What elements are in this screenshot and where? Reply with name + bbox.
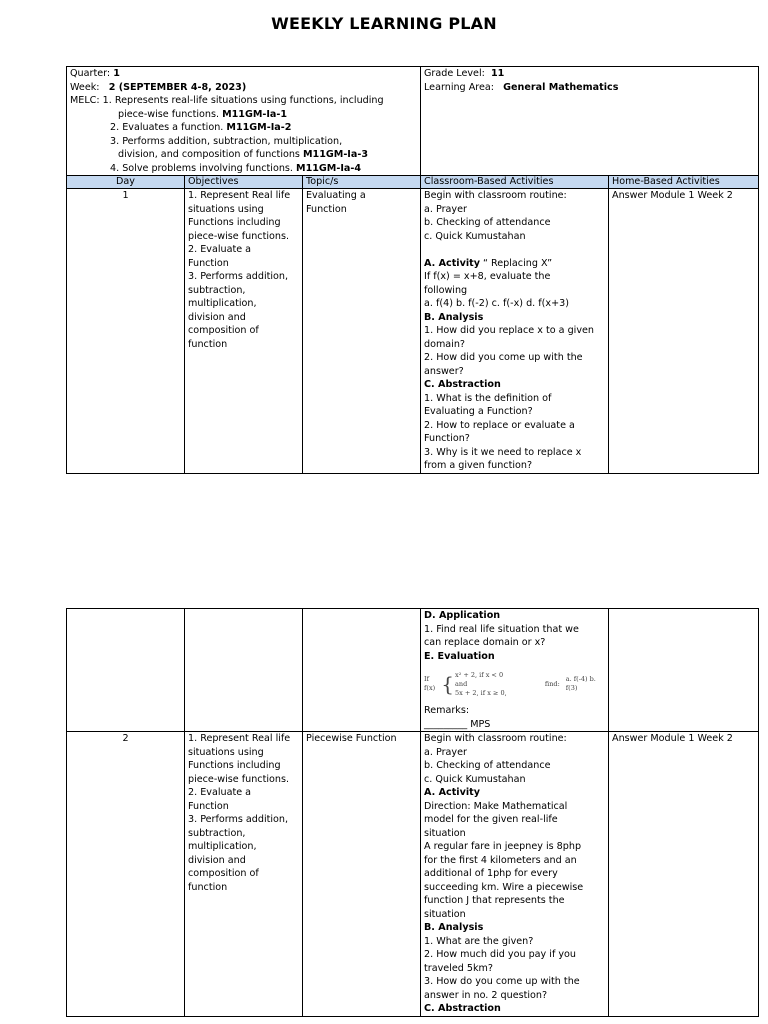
activity-line bbox=[424, 908, 605, 922]
week-label: Week: bbox=[70, 81, 100, 93]
objectives-cell bbox=[185, 732, 303, 1017]
activity-text: _________ MPS bbox=[424, 718, 491, 730]
activity-line bbox=[424, 405, 605, 419]
objective-line: situations using bbox=[188, 203, 264, 215]
week-line bbox=[70, 81, 417, 95]
activity-heading: A. Activity bbox=[424, 257, 480, 269]
activity-text: Evaluating a Function? bbox=[424, 406, 533, 417]
activity-text: for the first 4 kilometers and an bbox=[424, 854, 577, 866]
activity-text: situation bbox=[424, 908, 466, 920]
equation-cases: x² + 2, if x < 0 and 5x + 2, if x ≥ 0, bbox=[455, 670, 507, 697]
grade-value: 11 bbox=[490, 68, 505, 79]
objective-line: function bbox=[188, 338, 228, 350]
area-value: General Mathematics bbox=[503, 81, 619, 93]
day-cell: 2 bbox=[67, 732, 185, 1017]
objective-line: 1. Represent Real life bbox=[188, 190, 291, 201]
objective-line: 2. Evaluate a bbox=[188, 787, 252, 798]
home-cell-empty bbox=[609, 609, 759, 732]
activity-line bbox=[424, 419, 605, 433]
activity-line bbox=[424, 746, 605, 760]
activity-text: succeeding km. Wire a piecewise bbox=[424, 881, 584, 893]
activity-text: Direction: Make Mathematical bbox=[424, 800, 568, 812]
brace-icon: { bbox=[441, 672, 455, 696]
activity-line bbox=[424, 365, 605, 379]
objective-line: division and bbox=[188, 854, 246, 866]
activity-heading: C. Abstraction bbox=[424, 379, 501, 390]
activity-line bbox=[424, 867, 605, 881]
activity-text: following bbox=[424, 284, 468, 296]
objective-line: function bbox=[188, 881, 228, 893]
activity-text: c. Quick Kumustahan bbox=[424, 230, 526, 242]
activity-text: 2. How to replace or evaluate a bbox=[424, 419, 575, 431]
objectives-cell-empty bbox=[185, 609, 303, 732]
activity-text: 2. How much did you pay if you bbox=[424, 949, 577, 960]
activity-line bbox=[424, 759, 605, 773]
topic-cell-empty bbox=[303, 609, 421, 732]
activity-line bbox=[424, 827, 605, 841]
table-row-day-2 bbox=[67, 732, 759, 1017]
activity-line bbox=[424, 935, 605, 949]
classroom-cell bbox=[421, 732, 609, 1017]
activity-line bbox=[424, 854, 605, 868]
activity-text: a. Prayer bbox=[424, 203, 467, 215]
info-right-cell bbox=[421, 67, 759, 176]
activity-line bbox=[424, 257, 605, 271]
activity-text: domain? bbox=[424, 338, 466, 350]
table-row-day-1 bbox=[67, 189, 759, 474]
classroom-cell bbox=[421, 189, 609, 474]
header-day: Day bbox=[67, 176, 185, 189]
table-row-day-1-continued bbox=[67, 609, 759, 732]
objective-line: multiplication, bbox=[188, 298, 257, 309]
activity-line bbox=[424, 609, 605, 623]
learning-plan-table-2 bbox=[66, 608, 759, 1017]
day-cell: 1 bbox=[67, 189, 185, 474]
activity-line bbox=[424, 786, 605, 800]
activity-heading: B. Analysis bbox=[424, 922, 484, 933]
activity-line bbox=[424, 284, 605, 298]
activity-line bbox=[424, 975, 605, 989]
objective-line: Functions including bbox=[188, 217, 281, 228]
objective-line: subtraction, bbox=[188, 284, 246, 296]
activity-text: Function? bbox=[424, 433, 470, 444]
activity-text: 1. What is the definition of bbox=[424, 392, 552, 404]
activity-text: A regular fare in jeepney is 8php bbox=[424, 841, 582, 852]
activity-line bbox=[424, 894, 605, 908]
week-value: 2 (SEPTEMBER 4-8, 2023) bbox=[108, 81, 247, 93]
activity-text: function J that represents the bbox=[424, 895, 565, 906]
activity-line bbox=[424, 773, 605, 787]
activity-line bbox=[424, 311, 605, 325]
activity-text: b. Checking of attendance bbox=[424, 217, 551, 228]
activity-text: 3. Why is it we need to replace x bbox=[424, 446, 582, 458]
grade-label: Grade Level: bbox=[424, 68, 485, 79]
melc-line-6: 4. Solve problems involving functions. M11GM-Ia-4 bbox=[110, 162, 362, 174]
activity-line bbox=[424, 230, 605, 244]
info-row bbox=[67, 67, 759, 176]
home-cell: Answer Module 1 Week 2 bbox=[609, 732, 759, 1017]
remarks bbox=[424, 704, 605, 731]
header-classroom: Classroom-Based Activities bbox=[421, 176, 609, 189]
activity-line bbox=[424, 732, 605, 746]
activity-heading: D. Application bbox=[424, 610, 501, 621]
info-left-cell bbox=[67, 67, 421, 176]
activity-text: 1. How did you replace x to a given bbox=[424, 325, 595, 336]
activity-text: traveled 5km? bbox=[424, 962, 493, 974]
activity-line bbox=[424, 921, 605, 935]
activity-text: 3. How do you come up with the bbox=[424, 976, 580, 987]
activity-line bbox=[424, 718, 605, 732]
activity-line bbox=[424, 800, 605, 814]
activity-line bbox=[424, 840, 605, 854]
activity-line bbox=[424, 623, 605, 637]
activity-line bbox=[424, 989, 605, 1003]
activity-text: a. Prayer bbox=[424, 746, 467, 758]
activity-heading: E. Evaluation bbox=[424, 650, 495, 662]
activity-text: 1. Find real life situation that we bbox=[424, 623, 579, 635]
objective-line: 3. Performs addition, bbox=[188, 271, 289, 282]
objective-line: division and bbox=[188, 311, 246, 323]
objective-line: Functions including bbox=[188, 760, 281, 771]
activity-line bbox=[424, 1002, 605, 1016]
grade-line bbox=[424, 67, 755, 81]
quarter-value: 1 bbox=[113, 68, 120, 79]
activity-line bbox=[424, 351, 605, 365]
quarter-line bbox=[70, 67, 417, 81]
objective-line: subtraction, bbox=[188, 827, 246, 839]
objective-line: 1. Represent Real life bbox=[188, 733, 291, 744]
activity-line bbox=[424, 881, 605, 895]
activity-text: Begin with classroom routine: bbox=[424, 733, 567, 744]
activity-text: Remarks: bbox=[424, 705, 470, 716]
activity-line bbox=[424, 216, 605, 230]
activity-text: a. f(4) b. f(-2) c. f(-x) d. f(x+3) bbox=[424, 298, 569, 309]
activity-line bbox=[424, 636, 605, 650]
activity-line bbox=[424, 650, 605, 664]
area-line bbox=[424, 81, 755, 95]
activity-line bbox=[424, 324, 605, 338]
activity-text: additional of 1php for every bbox=[424, 868, 558, 879]
evaluation-equation-image: If f(x) { x² + 2, if x < 0 and 5x + 2, if x ≥ 0, find: a. f(-4) b. f(3) bbox=[424, 670, 596, 697]
activity-text: 1. What are the given? bbox=[424, 935, 534, 947]
activity-text: can replace domain or x? bbox=[424, 637, 546, 648]
activity-line bbox=[424, 392, 605, 406]
activity-text: c. Quick Kumustahan bbox=[424, 773, 526, 785]
activity-line bbox=[424, 432, 605, 446]
topic-cell: Piecewise Function bbox=[303, 732, 421, 1017]
activity-text: situation bbox=[424, 827, 466, 839]
objective-line: composition of bbox=[188, 868, 259, 879]
activity-text: from a given function? bbox=[424, 460, 533, 471]
header-row bbox=[67, 176, 759, 189]
day-cell-empty bbox=[67, 609, 185, 732]
objective-line: 2. Evaluate a bbox=[188, 244, 252, 255]
topic-cell: Evaluating a Function bbox=[303, 189, 421, 474]
activity-text: “ Replacing X” bbox=[479, 257, 553, 269]
melc-line-4: 3. Performs addition, subtraction, multiplication, bbox=[110, 135, 343, 147]
melc-line-1: MELC: 1. Represents real-life situations using functions, including bbox=[70, 95, 384, 106]
activity-text: Begin with classroom routine: bbox=[424, 190, 567, 201]
quarter-label: Quarter: bbox=[70, 68, 111, 79]
activity-heading: C. Abstraction bbox=[424, 1003, 501, 1014]
activity-line bbox=[424, 459, 605, 473]
activity-line bbox=[424, 203, 605, 217]
page-title: WEEKLY LEARNING PLAN bbox=[271, 14, 497, 33]
activity-text: answer? bbox=[424, 365, 464, 377]
activity-text: 2. How did you come up with the bbox=[424, 352, 583, 363]
objective-line: piece-wise functions. bbox=[188, 773, 289, 785]
activity-text: model for the given real-life bbox=[424, 814, 558, 825]
activity-line bbox=[424, 378, 605, 392]
activity-line bbox=[424, 243, 605, 257]
activity-text: b. Checking of attendance bbox=[424, 760, 551, 771]
learning-plan-table-1 bbox=[66, 66, 759, 474]
objective-line: composition of bbox=[188, 325, 259, 336]
header-objectives: Objectives bbox=[185, 176, 303, 189]
objective-line: 3. Performs addition, bbox=[188, 814, 289, 825]
melc-line-3: 2. Evaluates a function. M11GM-Ia-2 bbox=[110, 122, 292, 133]
header-home: Home-Based Activities bbox=[609, 176, 759, 189]
activity-line bbox=[424, 813, 605, 827]
activity-line bbox=[424, 962, 605, 976]
activity-heading: A. Activity bbox=[424, 787, 480, 798]
activity-line bbox=[424, 270, 605, 284]
objective-line: multiplication, bbox=[188, 841, 257, 852]
objective-line: Function bbox=[188, 257, 229, 269]
activity-heading: B. Analysis bbox=[424, 311, 484, 323]
continued-activities bbox=[424, 609, 605, 663]
activity-line bbox=[424, 948, 605, 962]
home-cell: Answer Module 1 Week 2 bbox=[609, 189, 759, 474]
activity-line bbox=[424, 704, 605, 718]
activity-text: answer in no. 2 question? bbox=[424, 989, 548, 1001]
header-topics: Topic/s bbox=[303, 176, 421, 189]
objective-line: situations using bbox=[188, 746, 264, 758]
classroom-cell-continued bbox=[421, 609, 609, 732]
melc-line-5: division, and composition of functions M11GM-Ia-3 bbox=[118, 149, 369, 160]
activity-line bbox=[424, 446, 605, 460]
activity-line bbox=[424, 297, 605, 311]
area-label: Learning Area: bbox=[424, 81, 495, 93]
activity-line bbox=[424, 189, 605, 203]
objectives-cell bbox=[185, 189, 303, 474]
activity-text: If f(x) = x+8, evaluate the bbox=[424, 271, 551, 282]
activity-line bbox=[424, 338, 605, 352]
melc-line-2: piece-wise functions. M11GM-Ia-1 bbox=[118, 108, 288, 120]
objective-line: piece-wise functions. bbox=[188, 230, 289, 242]
objective-line: Function bbox=[188, 800, 229, 812]
